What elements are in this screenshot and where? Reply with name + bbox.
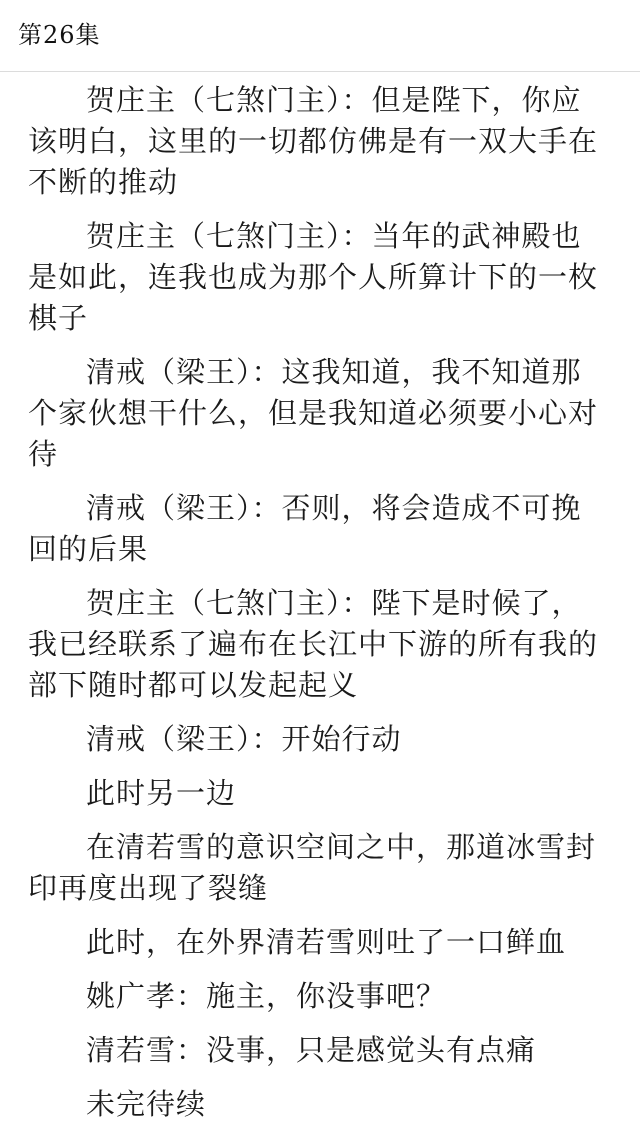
- paragraph: 在清若雪的意识空间之中，那道冰雪封印再度出现了裂缝: [28, 830, 597, 905]
- paragraph: 姚广孝：施主，你没事吧？: [86, 979, 447, 1013]
- paragraph: 清若雪：没事，只是感觉头有点痛: [86, 1033, 537, 1067]
- chapter-title: 第26集: [18, 21, 101, 49]
- paragraph: 清戒（梁王）：否则，将会造成不可挽回的后果: [28, 491, 582, 566]
- chapter-content[interactable]: [0, 72, 640, 1125]
- paragraph: 未完待续: [86, 1087, 207, 1121]
- paragraph: 贺庄主（七煞门主）：当年的武神殿也是如此，连我也成为那个人所算计下的一枚棋子: [28, 219, 599, 335]
- paragraph: 贺庄主（七煞门主）：但是陛下，你应该明白，这里的一切都仿佛是有一双大手在不断的推动: [28, 83, 599, 199]
- chapter-header: [0, 0, 640, 72]
- paragraph: 清戒（梁王）：开始行动: [86, 722, 402, 756]
- paragraph: 此时，在外界清若雪则吐了一口鲜血: [86, 925, 567, 959]
- paragraph: 贺庄主（七煞门主）：陛下是时候了，我已经联系了遍布在长江中下游的所有我的部下随时都可以发起起义: [28, 586, 599, 702]
- paragraph: 此时另一边: [86, 776, 237, 810]
- paragraph: 清戒（梁王）：这我知道，我不知道那个家伙想干什么，但是我知道必须要小心对待: [28, 355, 599, 471]
